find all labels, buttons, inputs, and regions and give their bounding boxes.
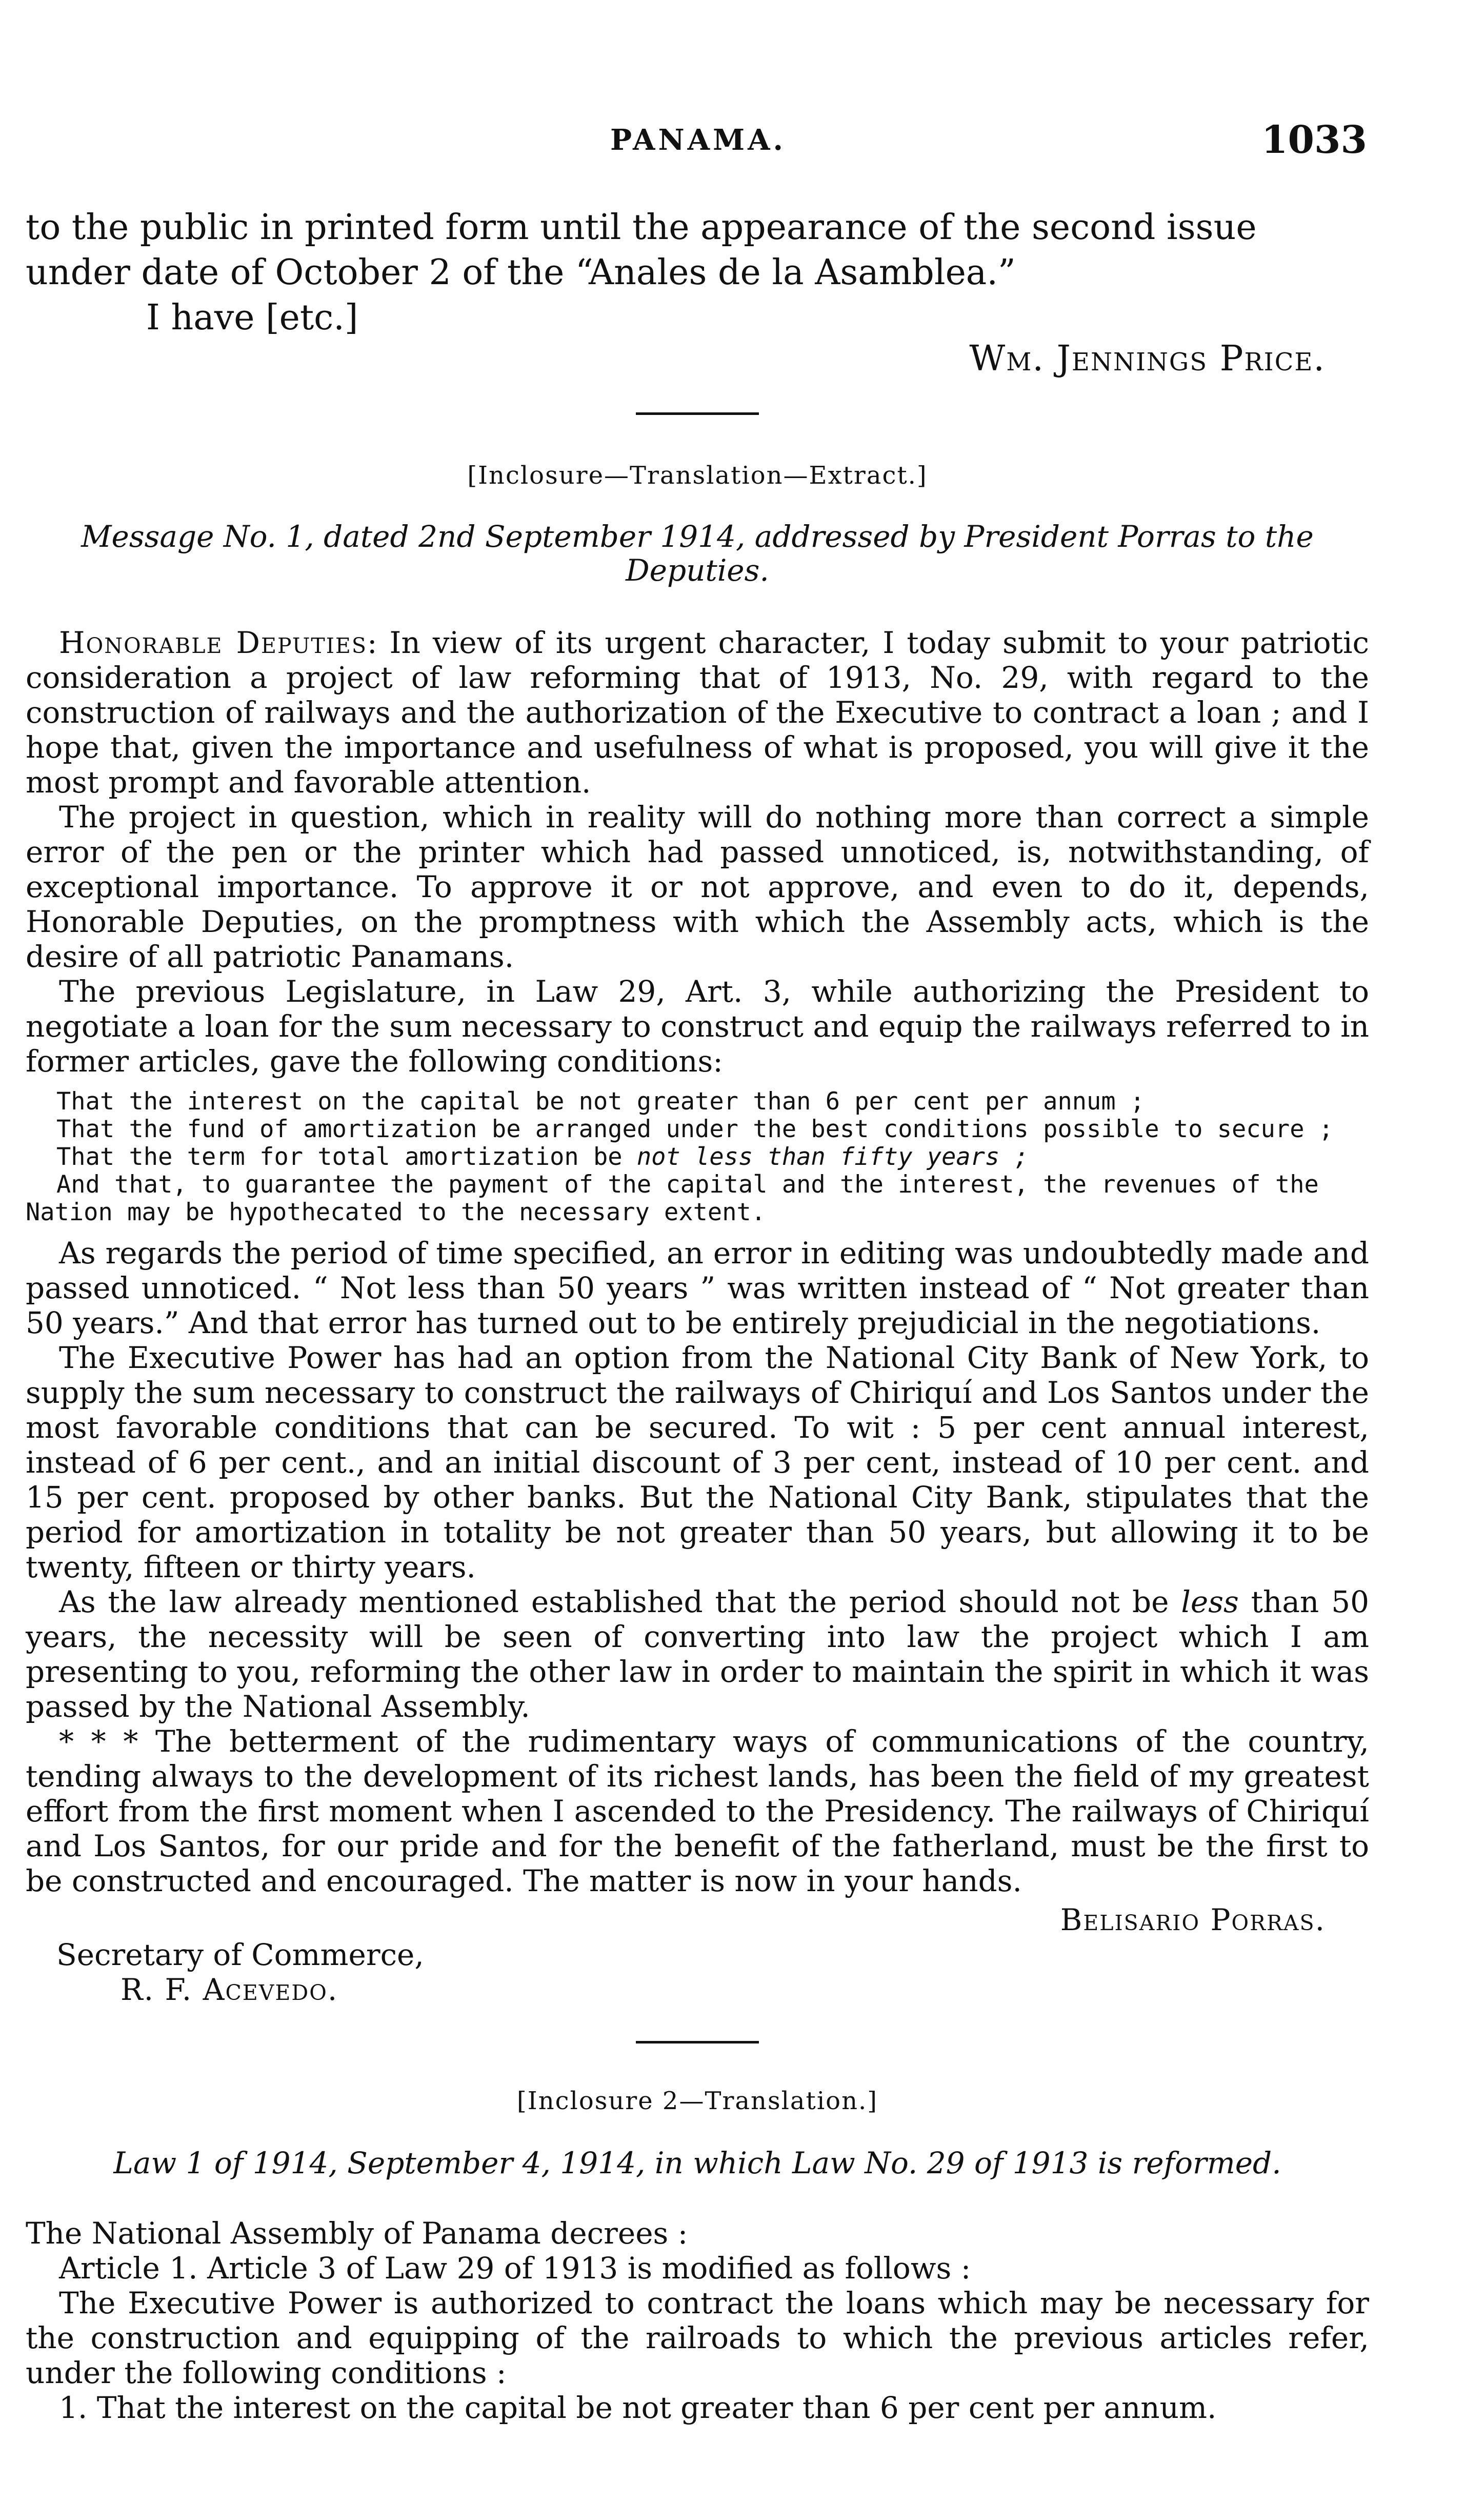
message-para-6-c: than 50 years, the necessity will be seen of converting into law the project which I am presenting to you, reforming the other law in order to maintain the spirit in which it was passed by the National Assembly. bbox=[26, 1584, 1369, 1724]
message-para-6-emphasis: less bbox=[1181, 1584, 1239, 1619]
page-body bbox=[26, 205, 1369, 2425]
message-para-5: The Executive Power has had an option from the National City Bank of New York, to supply the sum necessary to construct the railways of Chiriquí and Los Santos under the most favorable conditions that can be secured. To wit : 5 per cent annual interest, instead of 6 per cent., and an initial discount of 3 per cent, instead of 10 per cent. and 15 per cent. proposed by other banks. But the National City Bank, stipulates that the period for amortization in totality be not greater than 50 years, but allowing it to be twenty, fifteen or thirty years. bbox=[26, 1340, 1369, 1584]
section-rule bbox=[636, 412, 759, 415]
page-number: 1033 bbox=[1261, 118, 1367, 162]
running-header bbox=[0, 118, 1465, 164]
law-line-1: The National Assembly of Panama decrees : bbox=[26, 2216, 688, 2251]
message-para-1-text: : In view of its urgent character, I today submit to your patriotic consideration a project of law reforming that of 1913, No. 29, with regard to the construction of railways and the authorization of the Executive to contract a loan ; and I hope that, given the importance and usefulness of what is proposed, you will give it the most prompt and favorable attention. bbox=[26, 625, 1369, 800]
inclosure-1-label: [Inclosure—Translation—Extract.] bbox=[467, 461, 928, 490]
conditions-quote bbox=[26, 1088, 1369, 1226]
condition-1: That the interest on the capital be not greater than 6 per cent per annum ; bbox=[56, 1087, 1145, 1116]
condition-3-emphasis: not less than fifty years ; bbox=[636, 1143, 1029, 1171]
salutation: Honorable Deputies bbox=[59, 625, 367, 660]
message-para-6 bbox=[26, 1584, 1369, 1724]
letter-signature: Wm. Jennings Price. bbox=[969, 339, 1326, 379]
message-para-4: As regards the period of time specified, an error in editing was undoubtedly made and passed unnoticed. “ Not less than 50 years ” was written instead of “ Not greater than 50 years.” And that error has turned out to be entirely prejudicial in the negotiations. bbox=[26, 1236, 1369, 1340]
letter-line-1: to the public in printed form until the appearance of the second issue bbox=[26, 207, 1257, 248]
letter-line-3: I have [etc.] bbox=[146, 297, 358, 338]
law-para-1: The Executive Power is authorized to contract the loans which may be necessary for the construction and equipping of the railroads to which the previous articles refer, under the following conditions : bbox=[26, 2286, 1369, 2390]
countersign-title: Secretary of Commerce, bbox=[56, 1937, 424, 1972]
message-para-6-a: As the law already mentioned established that the period should not be bbox=[59, 1584, 1181, 1619]
message-para-7: * * * The betterment of the rudimentary ways of communications of the country, tending always to the development of its richest lands, has been the field of my greatest effort from the first moment when I ascended to the Presidency. The railways of Chiriquí and Los Santos, for our pride and for the benefit of the fatherland, must be the first to be constructed and encouraged. The matter is now in your hands. bbox=[26, 1724, 1369, 1898]
inclosure-1-heading: Message No. 1, dated 2nd September 1914, addressed by President Porras to the Deputies. bbox=[81, 519, 1314, 588]
letter-line-2: under date of October 2 of the “Anales de la Asamblea.” bbox=[26, 252, 1016, 293]
condition-3 bbox=[26, 1143, 1369, 1171]
section-rule-2 bbox=[636, 2041, 759, 2043]
law-line-2: Article 1. Article 3 of Law 29 of 1913 is modified as follows : bbox=[59, 2251, 971, 2286]
message-para-2: The project in question, which in reality will do nothing more than correct a simple error of the pen or the printer which had passed unnoticed, is, notwithstanding, of exceptional importance. To approve it or not approve, and even to do it, depends, Honorable Deputies, on the promptness with which the Assembly acts, which is the desire of all patriotic Panamans. bbox=[26, 800, 1369, 974]
condition-3-text: That the term for total amortization be bbox=[56, 1143, 637, 1171]
inclosure-1 bbox=[26, 461, 1369, 2007]
inclosure-2 bbox=[26, 2087, 1369, 2425]
law-item-1: 1. That the interest on the capital be not greater than 6 per cent per annum. bbox=[59, 2390, 1217, 2425]
inclosure-2-label: [Inclosure 2—Translation.] bbox=[517, 2087, 878, 2115]
letter-close bbox=[26, 205, 1369, 382]
countersign-name: R. F. Acevedo. bbox=[121, 1972, 338, 2007]
message-para-3: The previous Legislature, in Law 29, Art. 3, while authorizing the President to negotiate a loan for the sum necessary to construct and equip the railways referred to in former articles, gave the following conditions: bbox=[26, 974, 1369, 1079]
message-para-1 bbox=[26, 625, 1369, 800]
condition-2: That the fund of amortization be arranged under the best conditions possible to secure ; bbox=[56, 1115, 1334, 1143]
condition-4: And that, to guarantee the payment of the capital and the interest, the revenues of the Nation may be hypothecated to the necessary extent. bbox=[26, 1170, 1319, 1226]
running-title: PANAMA. bbox=[610, 123, 787, 157]
inclosure-2-heading: Law 1 of 1914, September 4, 1914, in which Law No. 29 of 1913 is reformed. bbox=[113, 2146, 1281, 2180]
message-signature: Belisario Porras. bbox=[1060, 1902, 1326, 1937]
